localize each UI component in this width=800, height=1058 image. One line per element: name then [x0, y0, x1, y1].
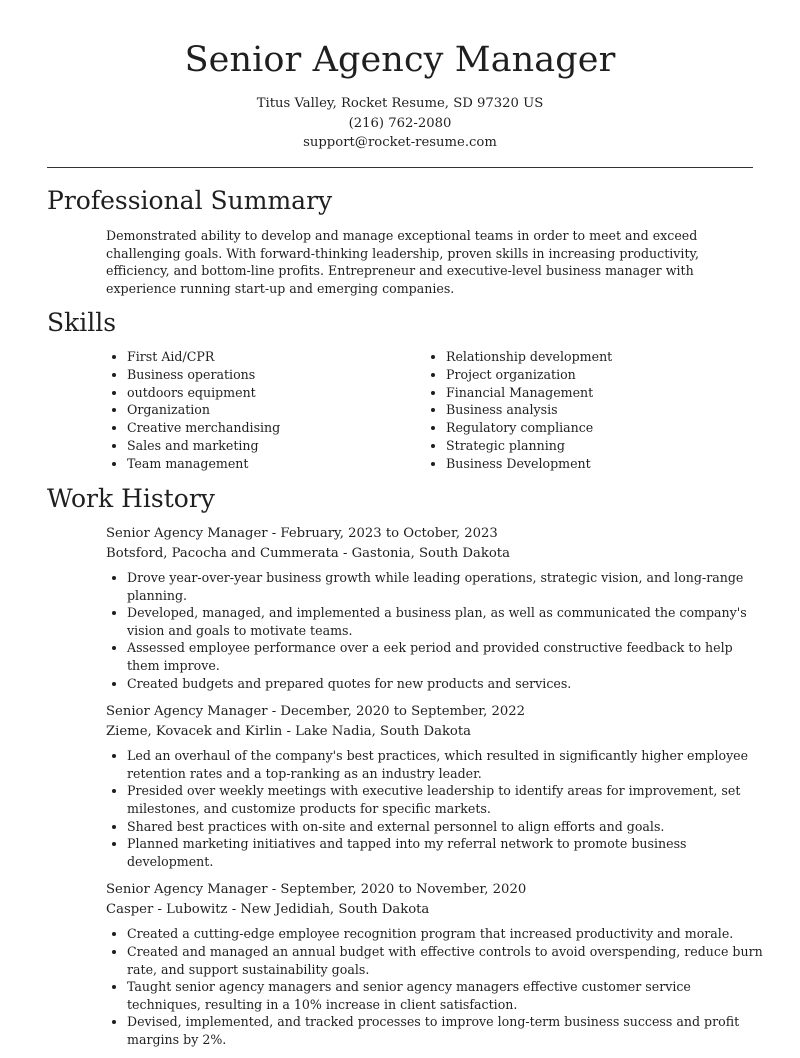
job-bullet: • Assessed employee performance over a eek period and provided constructive feedback to help them improve. [127, 639, 766, 674]
job-bullet: • Presided over weekly meetings with executive leadership to identify areas for improvement, set milestones, and customize products for specific markets. [127, 782, 766, 817]
job-bullet: • Drove year-over-year business growth while leading operations, strategic vision, and long-range planning. [127, 569, 766, 604]
skills-list [106, 348, 766, 473]
skill-item: • Business analysis [446, 401, 612, 419]
job-bullet: • Created a cutting-edge employee recognition program that increased productivity and morale. [127, 925, 766, 943]
summary-text: Demonstrated ability to develop and manage exceptional teams in order to meet and exceed challenging goals. With forward-thinking leadership, proven skills in increasing productivity, efficiency, and bottom-line profits. Entrepreneur and executive-level business manager with experience running start-up and emerging companies. [106, 228, 699, 297]
job-bullet: • Developed, managed, and implemented a business plan, as well as communicated the company's vision and goals to motivate teams. [127, 604, 766, 639]
skill-item: • outdoors equipment [127, 384, 425, 402]
job-bullet: • Led an overhaul of the company's best practices, which resulted in significantly higher employee retention rates and a top-ranking as an industry leader. [127, 747, 766, 782]
job-bullet: • Devised, implemented, and tracked processes to improve long-term business success and profit margins by 2%. [127, 1013, 766, 1048]
skill-item: • Business operations [127, 366, 425, 384]
work-history-heading: Work History [47, 484, 215, 513]
job-company-line: Casper - Lubowitz - New Jedidiah, South Dakota [106, 901, 430, 917]
skill-item: • Regulatory compliance [446, 419, 612, 437]
skill-item: • Project organization [446, 366, 612, 384]
job-dates: September, 2020 to November, 2020 [280, 882, 527, 898]
candidate-name: Senior Agency Manager [184, 40, 616, 80]
skill-item: • Organization [127, 401, 425, 419]
skill-item: • Creative merchandising [127, 419, 425, 437]
skill-item: • Relationship development [446, 348, 612, 366]
job-entry [106, 880, 766, 1048]
job-bullet: • Planned marketing initiatives and tapped into my referral network to promote business development. [127, 835, 766, 870]
job-entry [106, 524, 766, 692]
summary-heading: Professional Summary [47, 186, 333, 215]
job-bullets [106, 925, 766, 1048]
job-bullets [106, 569, 766, 692]
skill-item: • Financial Management [446, 384, 612, 402]
job-location: New Jedidiah, South Dakota [240, 901, 430, 917]
job-company: Botsford, Pacocha and Cummerata [106, 545, 339, 561]
job-title: Senior Agency Manager [106, 882, 268, 898]
job-company-line: Botsford, Pacocha and Cummerata - Gastonia, South Dakota [106, 545, 510, 561]
skills-column-left [106, 348, 425, 473]
job-entry [106, 702, 766, 870]
contact-address: Titus Valley, Rocket Resume, SD 97320 US [256, 96, 544, 111]
work-history-list [106, 524, 766, 1058]
job-company: Casper - Lubowitz [106, 901, 228, 917]
job-title: Senior Agency Manager [106, 526, 268, 541]
job-company: Zieme, Kovacek and Kirlin [106, 723, 283, 739]
job-bullet: • Shared best practices with on-site and external personnel to align efforts and goals. [127, 818, 766, 836]
contact-phone: (216) 762-2080 [348, 115, 452, 131]
job-title: Senior Agency Manager [106, 704, 268, 720]
job-dates: December, 2020 to September, 2022 [280, 704, 526, 720]
skill-item: • Business Development [446, 455, 612, 473]
job-title-line: Senior Agency Manager - September, 2020 to November, 2020 [106, 882, 527, 898]
contact-email[interactable]: support@rocket-resume.com [303, 135, 497, 150]
skills-heading: Skills [47, 308, 117, 337]
skill-item: • Sales and marketing [127, 437, 425, 455]
job-bullet: • Created budgets and prepared quotes for new products and services. [127, 675, 766, 693]
skill-item: • Strategic planning [446, 437, 612, 455]
job-bullet: • Created and managed an annual budget with effective controls to avoid overspending, reduce burn rate, and support sustainability goals. [127, 943, 766, 978]
skill-item: • First Aid/CPR [127, 348, 425, 366]
job-title-line: Senior Agency Manager - December, 2020 to September, 2022 [106, 704, 526, 720]
job-location: Gastonia, South Dakota [351, 545, 510, 561]
skills-column-right [425, 348, 612, 473]
resume-header [0, 0, 800, 153]
job-bullet: • Taught senior agency managers and senior agency managers effective customer service techniques, resulting in a 10% increase in client satisfaction. [127, 978, 766, 1013]
job-bullets [106, 747, 766, 870]
skill-item: • Team management [127, 455, 425, 473]
job-location: Lake Nadia, South Dakota [295, 723, 472, 739]
job-dates: February, 2023 to October, 2023 [280, 526, 498, 541]
job-company-line: Zieme, Kovacek and Kirlin - Lake Nadia, South Dakota [106, 723, 472, 739]
job-title-line: Senior Agency Manager - February, 2023 to October, 2023 [106, 526, 498, 541]
header-divider [47, 167, 753, 168]
